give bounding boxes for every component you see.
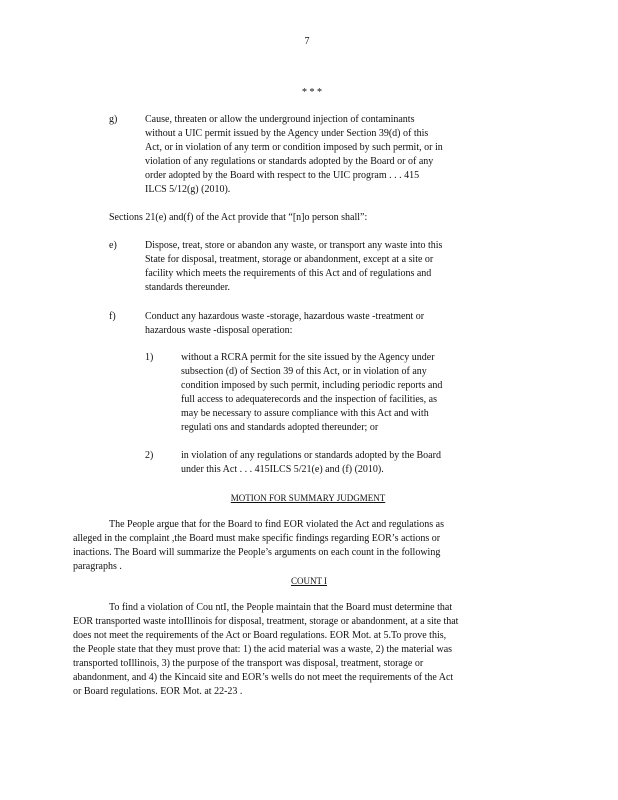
text-line: may be necessary to assure compliance with this Act and with: [181, 408, 429, 419]
text-line: order adopted by the Board with respect to the UIC program . . . 415: [145, 170, 420, 181]
sections-intro: Sections 21(e) and(f) of the Act provide that “[n]o person shall”:: [109, 212, 368, 223]
text-line: State for disposal, treatment, storage or abandonment, except at a site or: [145, 254, 434, 265]
subitem-label-2: 2): [145, 450, 154, 461]
text-line: inactions. The Board will summarize the People’s arguments on each count in the following: [73, 547, 441, 558]
count-heading: COUNT I: [290, 576, 328, 586]
text-line: full access to adequaterecords and the inspection of facilities, as: [181, 394, 438, 405]
text-line: Dispose, treat, store or abandon any waste, or transport any waste into this: [145, 240, 443, 251]
text-line: under this Act . . . 415ILCS 5/21(e) and (f) (2010).: [181, 464, 384, 475]
text-line: Act, or in violation of any term or condition imposed by such permit, or in: [145, 142, 443, 153]
text-line: To find a violation of Cou ntI, the People maintain that the Board must determine that: [109, 602, 453, 613]
subitem-label-1: 1): [145, 352, 154, 363]
text-line: The People argue that for the Board to find EOR violated the Act and regulations as: [109, 519, 445, 530]
text-line: hazardous waste -disposal operation:: [145, 325, 293, 336]
text-line: the People state that they must prove that: 1) the acid material was a waste, 2) the material was: [73, 644, 453, 655]
section-separator: * * *: [302, 87, 322, 98]
text-line: EOR transported waste intoIllinois for disposal, treatment, storage or abandonment, at a site that: [73, 616, 459, 627]
text-line: standards thereunder.: [145, 282, 230, 293]
text-line: or Board regulations. EOR Mot. at 22-23 .: [73, 686, 243, 697]
motion-heading: MOTION FOR SUMMARY JUDGMENT: [230, 493, 386, 503]
text-line: abandonment, and 4) the Kincaid site and EOR’s wells do not meet the requirements of the Act: [73, 672, 454, 683]
text-line: subsection (d) of Section 39 of this Act, or in violation of any: [181, 366, 427, 377]
text-line: facility which meets the requirements of this Act and of regulations and: [145, 268, 432, 279]
text-line: violation of any regulations or standards adopted by the Board or of any: [145, 156, 434, 167]
text-line: Conduct any hazardous waste -storage, hazardous waste -treatment or: [145, 311, 425, 322]
text-line: paragraphs .: [73, 561, 122, 572]
text-line: alleged in the complaint ,the Board must make specific findings regarding EOR’s actions or: [73, 533, 441, 544]
text-line: Cause, threaten or allow the underground injection of contaminants: [145, 114, 415, 125]
text-line: condition imposed by such permit, including periodic reports and: [181, 380, 443, 391]
text-line: without a RCRA permit for the site issued by the Agency under: [181, 352, 435, 363]
text-line: does not meet the requirements of the Act or Board regulations. EOR Mot. at 5.To prove this,: [73, 630, 447, 641]
text-line: in violation of any regulations or standards adopted by the Board: [181, 450, 441, 461]
item-label-g: g): [109, 114, 118, 125]
item-label-e: e): [109, 240, 117, 251]
text-line: without a UIC permit issued by the Agency under Section 39(d) of this: [145, 128, 429, 139]
item-label-f: f): [109, 311, 116, 322]
text-line: ILCS 5/12(g) (2010).: [145, 184, 231, 195]
text-line: regulati ons and standards adopted thereunder; or: [181, 422, 379, 433]
page-number: 7: [304, 36, 310, 47]
text-line: transported toIllinois, 3) the purpose of the transport was disposal, treatment, storage or: [73, 658, 424, 669]
